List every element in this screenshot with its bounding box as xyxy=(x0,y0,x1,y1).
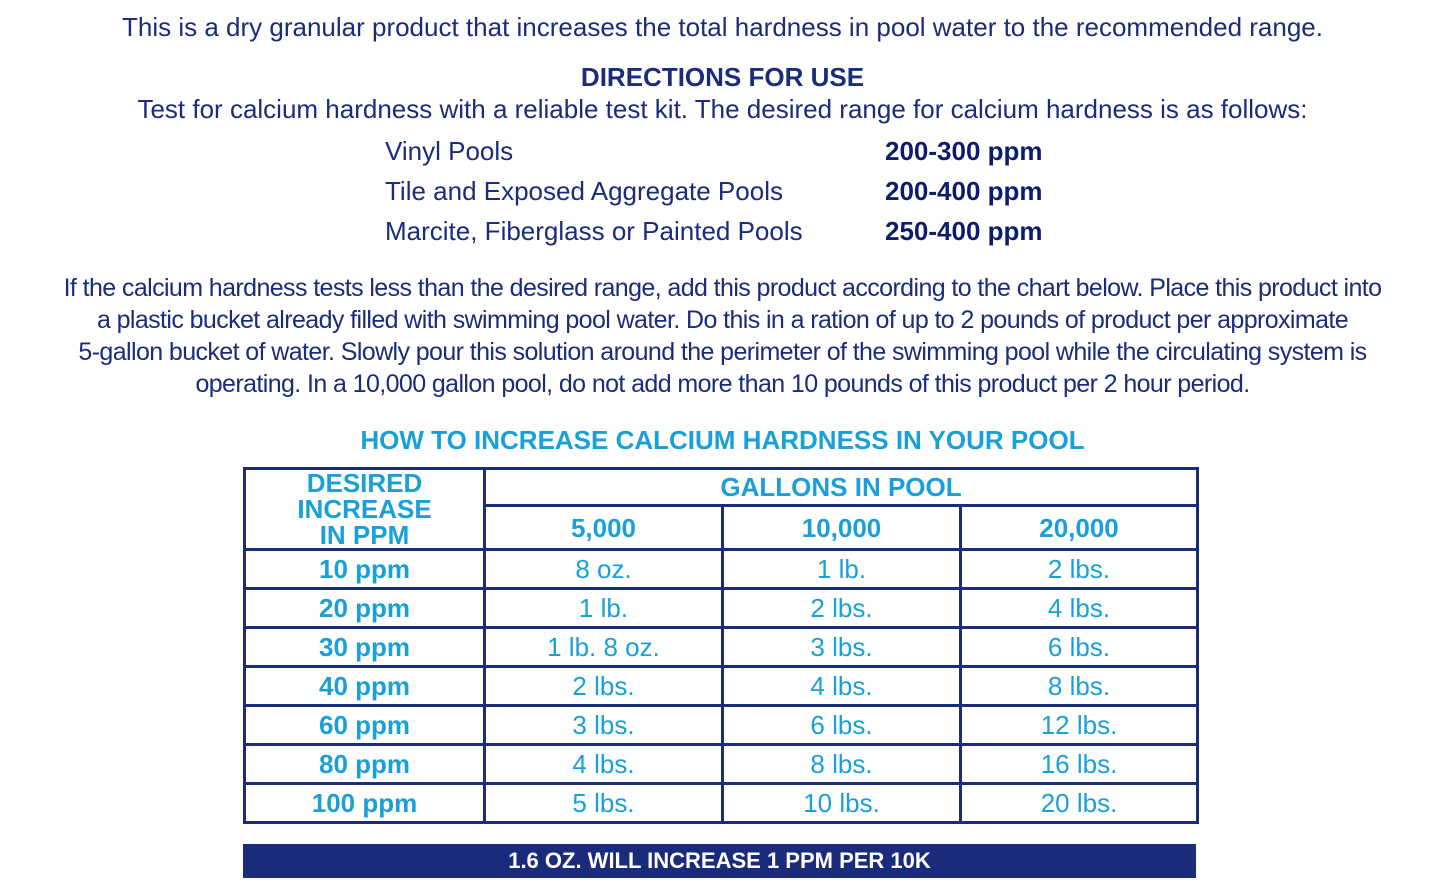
paragraph-line: 5-gallon bucket of water. Slowly pour this solution around the perimeter of the swimming pool while the circulating system is xyxy=(78,338,1367,366)
table-cell: 2 lbs. xyxy=(485,667,723,706)
range-row-vinyl xyxy=(385,136,1105,176)
table-cell: 20 lbs. xyxy=(961,784,1198,823)
row-ppm: 80 ppm xyxy=(245,745,485,784)
directions-text: Test for calcium hardness with a reliable test kit. The desired range for calcium hardness is as follows: xyxy=(137,94,1308,124)
table-cell: 1 lb. 8 oz. xyxy=(485,628,723,667)
row-ppm: 20 ppm xyxy=(245,589,485,628)
range-ppm: 200-400 ppm xyxy=(885,176,1043,206)
row-ppm: 60 ppm xyxy=(245,706,485,745)
directions-heading: DIRECTIONS FOR USE xyxy=(580,62,865,92)
table-row xyxy=(245,667,1198,706)
calcium-chart-table xyxy=(243,467,1199,824)
desired-increase-header xyxy=(245,469,485,550)
table-cell: 8 lbs. xyxy=(723,745,961,784)
table-cell: 1 lb. xyxy=(485,589,723,628)
range-row-tile xyxy=(385,176,1105,216)
header-line: IN PPM xyxy=(319,520,410,550)
table-cell: 16 lbs. xyxy=(961,745,1198,784)
table-cell: 4 lbs. xyxy=(485,745,723,784)
row-ppm: 30 ppm xyxy=(245,628,485,667)
table-row xyxy=(245,745,1198,784)
table-cell: 8 oz. xyxy=(485,550,723,589)
gallons-header: GALLONS IN POOL xyxy=(485,469,1198,506)
table-row xyxy=(245,628,1198,667)
header-line: DESIRED xyxy=(306,468,423,498)
paragraph-line: a plastic bucket already filled with swimming pool water. Do this in a ration of up to 2 pounds of product per approximate xyxy=(96,306,1349,334)
range-pool-type: Marcite, Fiberglass or Painted Pools xyxy=(385,216,803,246)
table-cell: 5 lbs. xyxy=(485,784,723,823)
table-cell: 2 lbs. xyxy=(723,589,961,628)
header-line: INCREASE xyxy=(297,494,432,524)
row-ppm: 10 ppm xyxy=(245,550,485,589)
range-pool-type: Vinyl Pools xyxy=(385,136,514,166)
table-cell: 3 lbs. xyxy=(485,706,723,745)
range-ppm: 200-300 ppm xyxy=(885,136,1043,166)
instructions-paragraph xyxy=(30,272,1415,400)
table-cell: 2 lbs. xyxy=(961,550,1198,589)
table-row xyxy=(245,706,1198,745)
table-cell: 4 lbs. xyxy=(961,589,1198,628)
table-cell: 12 lbs. xyxy=(961,706,1198,745)
table-cell: 6 lbs. xyxy=(723,706,961,745)
table-row xyxy=(245,589,1198,628)
range-pool-type: Tile and Exposed Aggregate Pools xyxy=(385,176,783,206)
intro-text: This is a dry granular product that increases the total hardness in pool water to the recommended range. xyxy=(122,12,1323,42)
table-cell: 6 lbs. xyxy=(961,628,1198,667)
table-cell: 1 lb. xyxy=(723,550,961,589)
table-row xyxy=(245,550,1198,589)
table-row xyxy=(245,784,1198,823)
range-row-marcite xyxy=(385,216,1105,256)
chart-title: HOW TO INCREASE CALCIUM HARDNESS IN YOUR POOL xyxy=(360,425,1085,455)
row-ppm: 40 ppm xyxy=(245,667,485,706)
table-cell: 4 lbs. xyxy=(723,667,961,706)
row-ppm: 100 ppm xyxy=(245,784,485,823)
paragraph-line: If the calcium hardness tests less than the desired range, add this product according to the chart below. Place this product into xyxy=(63,274,1382,302)
paragraph-line: operating. In a 10,000 gallon pool, do not add more than 10 pounds of this product per 2 hour period. xyxy=(195,370,1250,398)
table-cell: 10 lbs. xyxy=(723,784,961,823)
range-ppm: 250-400 ppm xyxy=(885,216,1043,246)
column-header: 10,000 xyxy=(723,506,961,550)
chart-footer-note: 1.6 OZ. WILL INCREASE 1 PPM PER 10K xyxy=(243,844,1196,878)
column-header: 5,000 xyxy=(485,506,723,550)
table-cell: 3 lbs. xyxy=(723,628,961,667)
table-cell: 8 lbs. xyxy=(961,667,1198,706)
column-header: 20,000 xyxy=(961,506,1198,550)
table-header-row xyxy=(245,469,1198,506)
